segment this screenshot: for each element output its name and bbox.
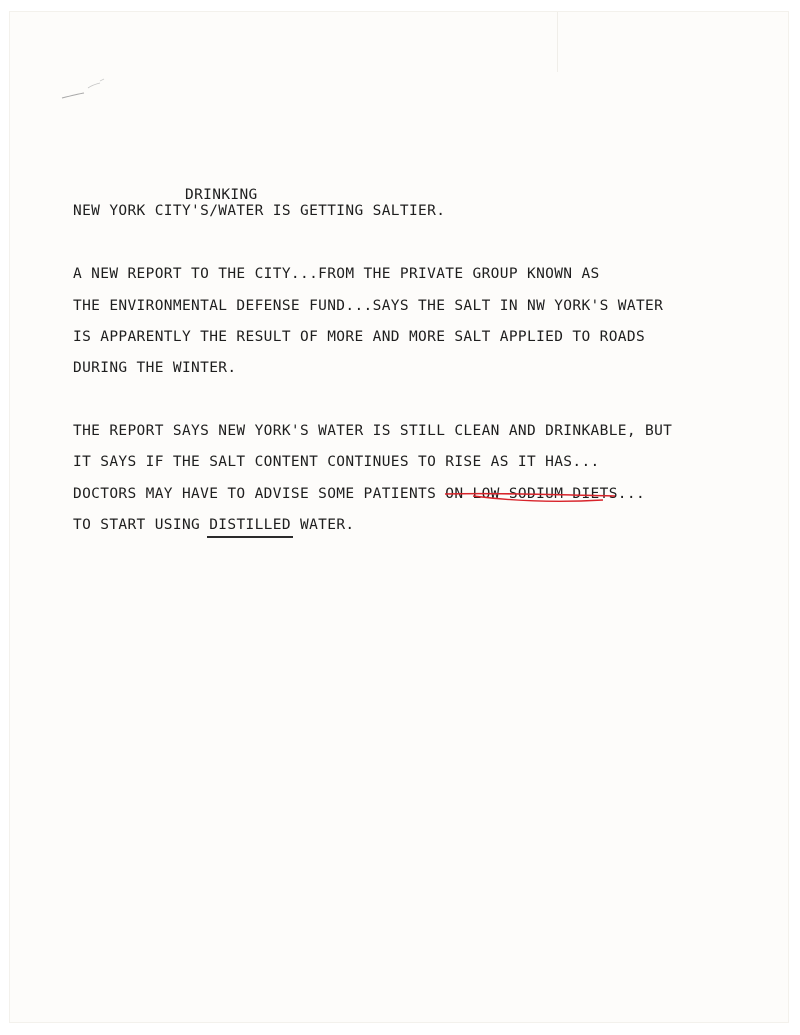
headline: NEW YORK CITY'S/WATER IS GETTING SALTIER. — [73, 203, 446, 219]
underlined-word — [209, 518, 291, 533]
struck-text: ON LOW-SODIUM DIETS — [445, 486, 618, 502]
paper-fold-line — [557, 12, 558, 72]
paragraph-2-line-2: IT SAYS IF THE SALT CONTENT CONTINUES TO RISE AS IT HAS... — [73, 454, 600, 470]
paragraph-2-line-4 — [73, 518, 354, 533]
inserted-word-drinking: DRINKING — [185, 187, 258, 203]
pencil-smudge-mark — [60, 76, 112, 102]
underlined-text: DISTILLED — [209, 517, 291, 533]
line-4-text-after: WATER. — [290, 517, 355, 533]
paragraph-1-line-4: DURING THE WINTER. — [73, 360, 237, 376]
paragraph-1-line-1: A NEW REPORT TO THE CITY...FROM THE PRIVATE GROUP KNOWN AS — [73, 266, 600, 282]
paragraph-2-line-3 — [73, 487, 645, 502]
paragraph-1-line-2: THE ENVIRONMENTAL DEFENSE FUND...SAYS THE SALT IN NW YORK'S WATER — [73, 298, 664, 314]
line-3-text-after: ... — [617, 486, 646, 502]
hand-underline-mark — [207, 536, 293, 538]
paragraph-2-line-1: THE REPORT SAYS NEW YORK'S WATER IS STILL CLEAN AND DRINKABLE, BUT — [73, 423, 673, 439]
line-3-text-before: DOCTORS MAY HAVE TO ADVISE SOME PATIENTS — [73, 486, 446, 502]
struck-through-phrase — [445, 487, 618, 502]
red-strikethrough-mark — [443, 483, 619, 511]
paragraph-1-line-3: IS APPARENTLY THE RESULT OF MORE AND MORE SALT APPLIED TO ROADS — [73, 329, 646, 345]
line-4-text-before: TO START USING — [73, 517, 210, 533]
typewritten-page — [10, 12, 788, 1022]
